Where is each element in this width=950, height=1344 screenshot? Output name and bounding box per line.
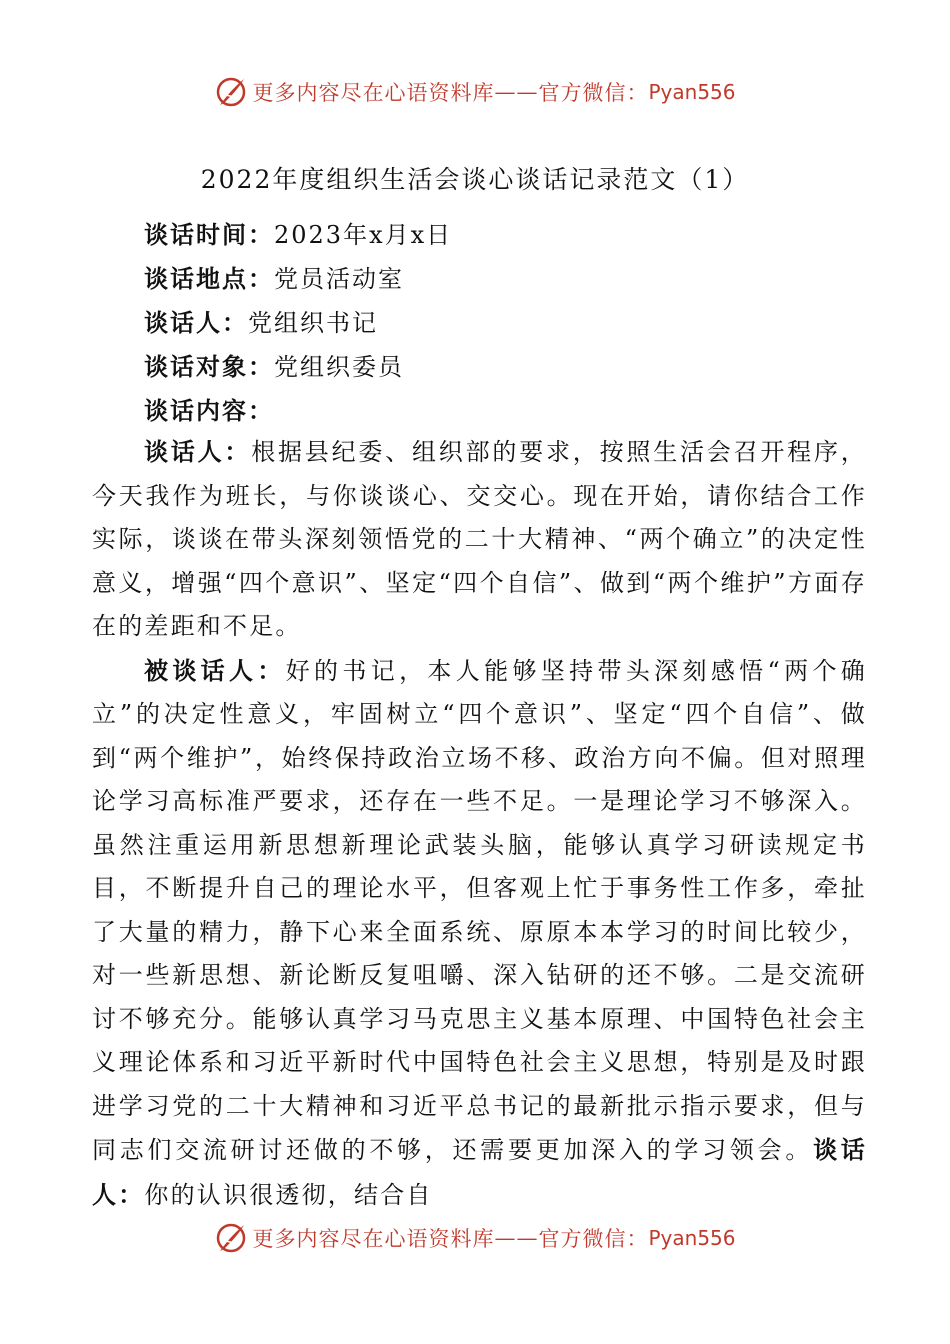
speaker-label: 谈话人： xyxy=(144,437,252,466)
banner-dash: —— xyxy=(494,80,539,104)
speaker-label: 被谈话人： xyxy=(144,655,286,685)
paragraph-interviewer xyxy=(92,430,867,649)
banner-site-text: 更多内容尽在心语资料库 xyxy=(252,1227,495,1251)
meta-location-label: 谈话地点： xyxy=(144,264,274,293)
banner-wechat-label: 官方微信： xyxy=(538,81,649,105)
meta-interviewer xyxy=(144,303,378,338)
banner-wechat-id: Pyan556 xyxy=(648,1226,736,1250)
meta-interviewee-label: 谈话对象： xyxy=(144,352,274,381)
meta-content-label: 谈话内容： xyxy=(144,396,274,425)
paragraph-text: 根据县纪委、组织部的要求，按照生活会召开程序，今天我作为班长，与你谈谈心、交交心。现在开始，请你结合工作实际，谈谈在带头深刻领悟党的二十大精神、“两个确立”的决定性意义，增强“四个意识”、坚定“四个自信”、做到“两个维护”方面存在的差距和不足。 xyxy=(92,438,867,640)
document-title: 2022年度组织生活会谈心谈话记录范文（1） xyxy=(200,165,750,194)
banner-dash: —— xyxy=(494,1226,539,1250)
banner-wechat-label: 官方微信： xyxy=(538,1227,649,1251)
footer-banner xyxy=(0,1218,950,1258)
banner-wechat-id: Pyan556 xyxy=(648,80,736,104)
meta-location xyxy=(144,259,404,294)
quill-logo-icon xyxy=(214,75,248,109)
meta-interviewee xyxy=(144,347,404,382)
inline-speaker-label: 谈话人： xyxy=(92,1135,867,1209)
inline-paragraph-text: 你的认识很透彻，结合自 xyxy=(144,1180,433,1209)
paragraph-text: 好的书记，本人能够坚持带头深刻感悟“两个确立”的决定性意义，牢固树立“四个意识”、坚定“四个自信”、做到“两个维护”，始终保持政治立场不移、政治方向不偏。但对照理论学习高标准严要求，还存在一些不足。一是理论学习不够深入。虽然注重运用新思想新理论武装头脑，能够认真学习研读规定书目，不断提升自己的理论水平，但客观上忙于事务性工作多，牵扯了大量的精力，静下心来全面系统、原原本本学习的时间比较少，对一些新思想、新论断反复咀嚼、深入钻研的还不够。二是交流研讨不够充分。能够认真学习马克思主义基本原理、中国特色社会主义理论体系和习近平新时代中国特色社会主义思想，特别是及时跟进学习党的二十大精神和习近平总书记的最新批示指示要求，但与同志们交流研讨还做的不够，还需要更加深入的学习领会。 xyxy=(92,656,868,1164)
quill-logo-icon xyxy=(214,1221,248,1255)
document-body xyxy=(92,430,867,1217)
header-banner xyxy=(0,72,950,112)
meta-time xyxy=(144,215,452,250)
meta-content xyxy=(144,391,274,426)
paragraph-interviewee xyxy=(92,649,867,1218)
meta-interviewer-label: 谈话人： xyxy=(144,308,248,337)
meta-location-value: 党员活动室 xyxy=(274,265,404,293)
banner-site-text: 更多内容尽在心语资料库 xyxy=(252,81,495,105)
meta-interviewee-value: 党组织委员 xyxy=(274,353,404,381)
meta-time-label: 谈话时间： xyxy=(144,220,274,249)
meta-time-value: 2023年x月x日 xyxy=(274,221,453,249)
meta-interviewer-value: 党组织书记 xyxy=(248,309,378,337)
